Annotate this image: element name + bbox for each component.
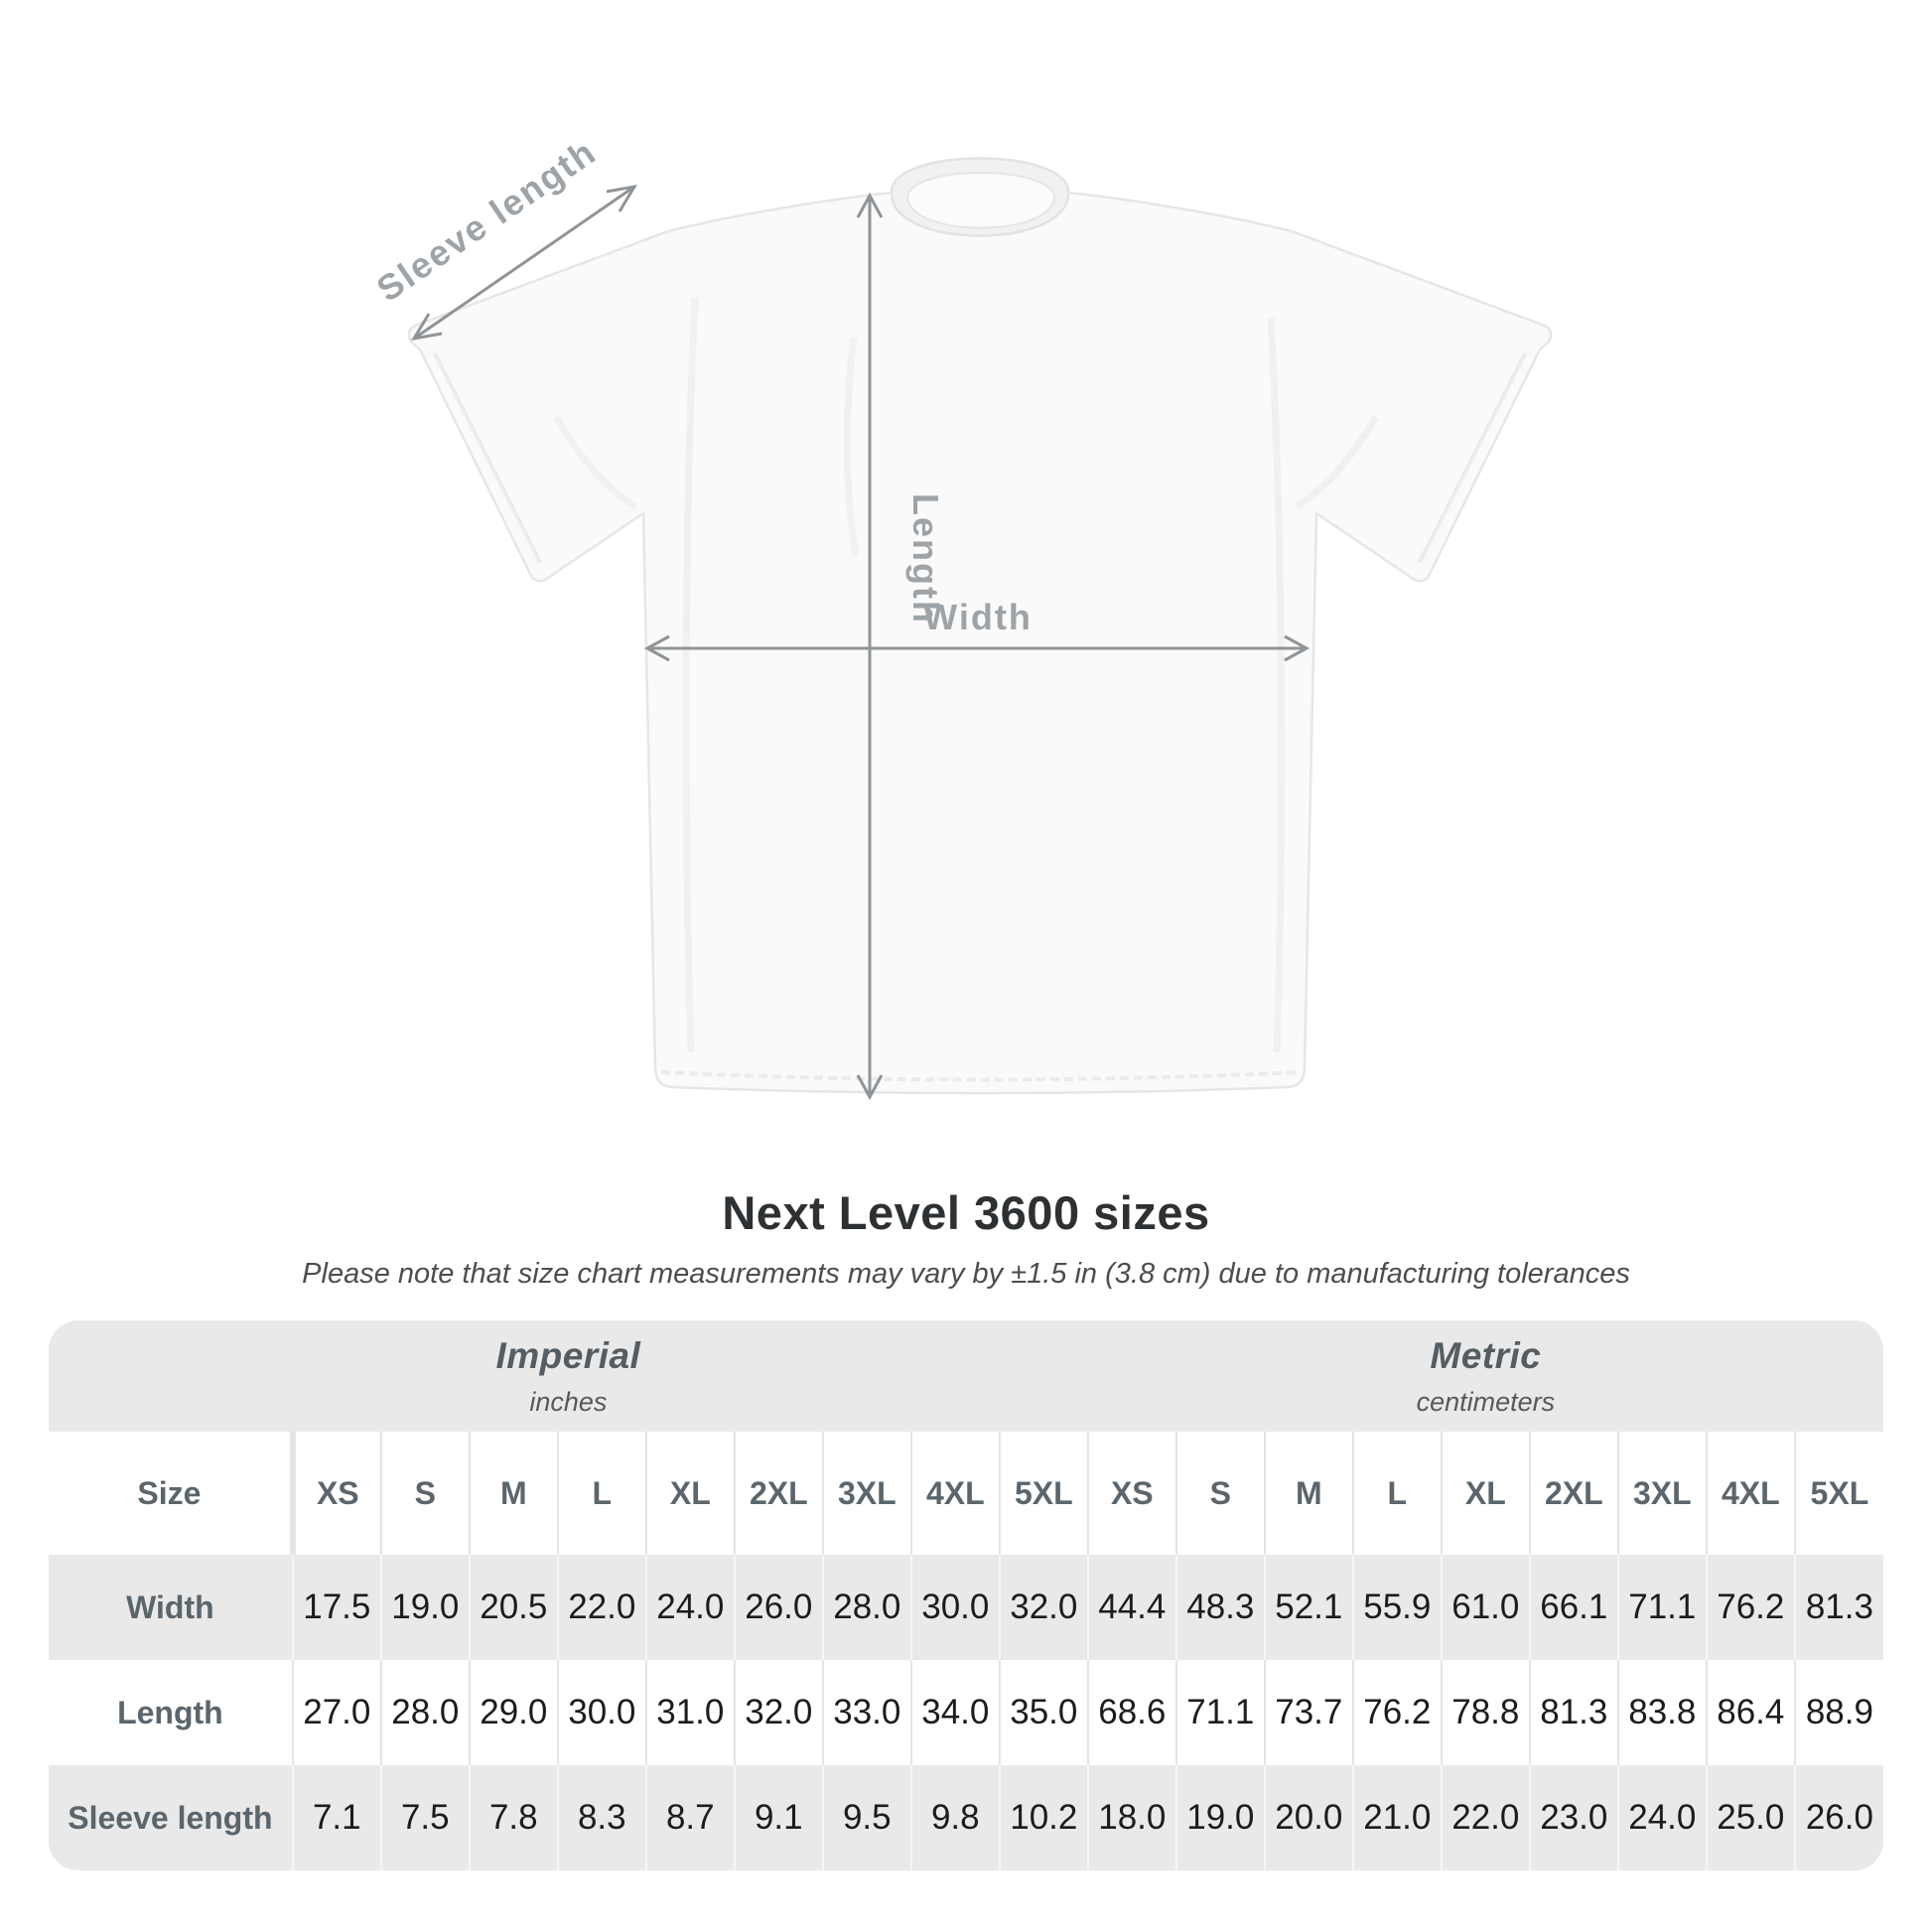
length-label: Length: [905, 493, 946, 624]
value-cell: 44.4: [1088, 1555, 1176, 1660]
tshirt-collar: [892, 159, 1068, 236]
value-cell: 61.0: [1442, 1555, 1530, 1660]
imperial-header: [49, 1320, 1088, 1432]
size-col-header-imperial-m: M: [470, 1432, 558, 1555]
size-col-header-metric-l: L: [1353, 1432, 1442, 1555]
value-cell: 73.7: [1265, 1660, 1353, 1765]
value-cell: 8.7: [646, 1765, 735, 1870]
value-cell: 34.0: [911, 1660, 1000, 1765]
size-corner-label: Size: [137, 1474, 202, 1511]
size-col-header-imperial-2xl: 2XL: [735, 1432, 823, 1555]
size-col-header-imperial-xs: XS: [293, 1432, 381, 1555]
value-cell: 68.6: [1088, 1660, 1176, 1765]
value-cell: 8.3: [558, 1765, 646, 1870]
value-cell: 78.8: [1442, 1660, 1530, 1765]
value-cell: 30.0: [558, 1660, 646, 1765]
size-col-header-imperial-5xl: 5XL: [1000, 1432, 1088, 1555]
value-cell: 19.0: [1176, 1765, 1265, 1870]
value-cell: 24.0: [1618, 1765, 1707, 1870]
value-cell: 27.0: [293, 1660, 381, 1765]
value-cell: 10.2: [1000, 1765, 1088, 1870]
value-cell: 33.0: [823, 1660, 911, 1765]
row-label: Width: [126, 1588, 214, 1625]
page-title: Next Level 3600 sizes: [722, 1186, 1210, 1239]
value-cell: 32.0: [1000, 1555, 1088, 1660]
value-cell: 19.0: [381, 1555, 470, 1660]
value-cell: 29.0: [470, 1660, 558, 1765]
value-cell: 52.1: [1265, 1555, 1353, 1660]
value-cell: 86.4: [1707, 1660, 1795, 1765]
size-col-header-metric-2xl: 2XL: [1530, 1432, 1618, 1555]
size-col-header-metric-3xl: 3XL: [1618, 1432, 1707, 1555]
size-col-header-metric-xl: XL: [1442, 1432, 1530, 1555]
table-row-sleeve-length: [49, 1765, 1883, 1870]
size-col-header-metric-5xl: 5XL: [1795, 1432, 1883, 1555]
value-cell: 31.0: [646, 1660, 735, 1765]
value-cell: 48.3: [1176, 1555, 1265, 1660]
value-cell: 71.1: [1176, 1660, 1265, 1765]
value-cell: 18.0: [1088, 1765, 1176, 1870]
value-cell: 76.2: [1707, 1555, 1795, 1660]
unit-header-row: [49, 1320, 1883, 1432]
value-cell: 55.9: [1353, 1555, 1442, 1660]
value-cell: 7.5: [381, 1765, 470, 1870]
value-cell: 7.1: [293, 1765, 381, 1870]
size-col-header-metric-4xl: 4XL: [1707, 1432, 1795, 1555]
imperial-title: Imperial: [495, 1334, 641, 1376]
size-header-row: [49, 1432, 1883, 1555]
width-label: Width: [923, 597, 1033, 637]
size-col-header-metric-xs: XS: [1088, 1432, 1176, 1555]
metric-unit: centimeters: [1416, 1386, 1556, 1417]
value-cell: 25.0: [1707, 1765, 1795, 1870]
value-cell: 28.0: [823, 1555, 911, 1660]
value-cell: 23.0: [1530, 1765, 1618, 1870]
value-cell: 9.8: [911, 1765, 1000, 1870]
value-cell: 17.5: [293, 1555, 381, 1660]
size-table: [49, 1320, 1883, 1870]
value-cell: 71.1: [1618, 1555, 1707, 1660]
metric-header: [1088, 1320, 1883, 1432]
size-col-header-imperial-s: S: [381, 1432, 470, 1555]
size-table-card: [49, 1320, 1883, 1870]
value-cell: 24.0: [646, 1555, 735, 1660]
value-cell: 30.0: [911, 1555, 1000, 1660]
row-label: Length: [117, 1694, 223, 1730]
page-subtitle: Please note that size chart measurements may vary by ±1.5 in (3.8 cm) due to manufacturing tolerances: [302, 1258, 1630, 1290]
value-cell: 22.0: [558, 1555, 646, 1660]
size-col-header-imperial-4xl: 4XL: [911, 1432, 1000, 1555]
size-col-header-metric-m: M: [1265, 1432, 1353, 1555]
value-cell: 26.0: [735, 1555, 823, 1660]
value-cell: 66.1: [1530, 1555, 1618, 1660]
table-row-width: [49, 1555, 1883, 1660]
size-col-header-imperial-3xl: 3XL: [823, 1432, 911, 1555]
metric-title: Metric: [1430, 1334, 1542, 1376]
value-cell: 7.8: [470, 1765, 558, 1870]
value-cell: 32.0: [735, 1660, 823, 1765]
value-cell: 9.1: [735, 1765, 823, 1870]
value-cell: 83.8: [1618, 1660, 1707, 1765]
table-row-length: [49, 1660, 1883, 1765]
value-cell: 88.9: [1795, 1660, 1883, 1765]
value-cell: 28.0: [381, 1660, 470, 1765]
heading-block: [0, 1185, 1932, 1291]
value-cell: 20.5: [470, 1555, 558, 1660]
value-cell: 21.0: [1353, 1765, 1442, 1870]
size-col-header-metric-s: S: [1176, 1432, 1265, 1555]
sleeve-length-label: Sleeve length: [368, 130, 604, 310]
value-cell: 35.0: [1000, 1660, 1088, 1765]
value-cell: 20.0: [1265, 1765, 1353, 1870]
value-cell: 81.3: [1530, 1660, 1618, 1765]
size-col-header-imperial-l: L: [558, 1432, 646, 1555]
row-label: Sleeve length: [68, 1799, 273, 1836]
value-cell: 26.0: [1795, 1765, 1883, 1870]
size-col-header-imperial-xl: XL: [646, 1432, 735, 1555]
value-cell: 9.5: [823, 1765, 911, 1870]
imperial-unit: inches: [529, 1386, 608, 1417]
value-cell: 22.0: [1442, 1765, 1530, 1870]
value-cell: 76.2: [1353, 1660, 1442, 1765]
value-cell: 81.3: [1795, 1555, 1883, 1660]
